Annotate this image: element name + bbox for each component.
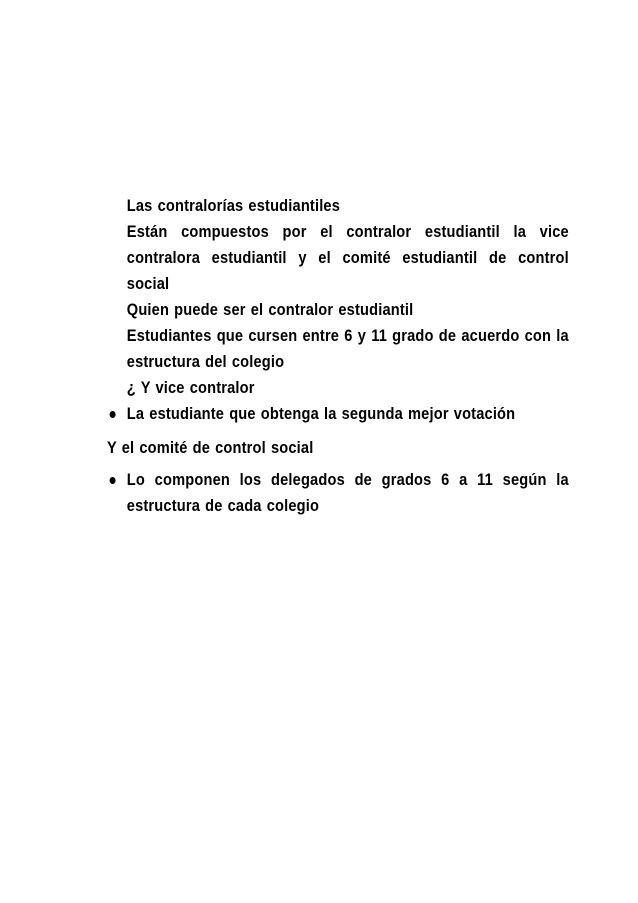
question-vice-contralor: ¿ Y vice contralor [126, 378, 255, 397]
bullet-icon [110, 411, 116, 418]
paragraph-composition: Están compuestos por el contralor estudiantil la vice contralora estudiantil y el comité estudiantil de control social [126, 222, 569, 293]
document-body [107, 193, 569, 519]
bullet-item-comite [107, 467, 569, 519]
bullet-icon [110, 477, 116, 484]
heading-comite-control-social: Y el comité de control social [107, 438, 314, 457]
paragraph-eligibility: Estudiantes que cursen entre 6 y 11 grado de acuerdo con la estructura del colegio [126, 326, 569, 371]
heading-contralorias: Las contralorías estudiantiles [126, 196, 341, 215]
bullet-text: La estudiante que obtenga la segunda mejor votación [126, 404, 516, 423]
bullet-text: Lo componen los delegados de grados 6 a 11 según la estructura de cada colegio [126, 470, 569, 515]
bullet-item-vice-contralor [107, 401, 569, 427]
question-who-can-be-contralor: Quien puede ser el contralor estudiantil [126, 300, 414, 319]
